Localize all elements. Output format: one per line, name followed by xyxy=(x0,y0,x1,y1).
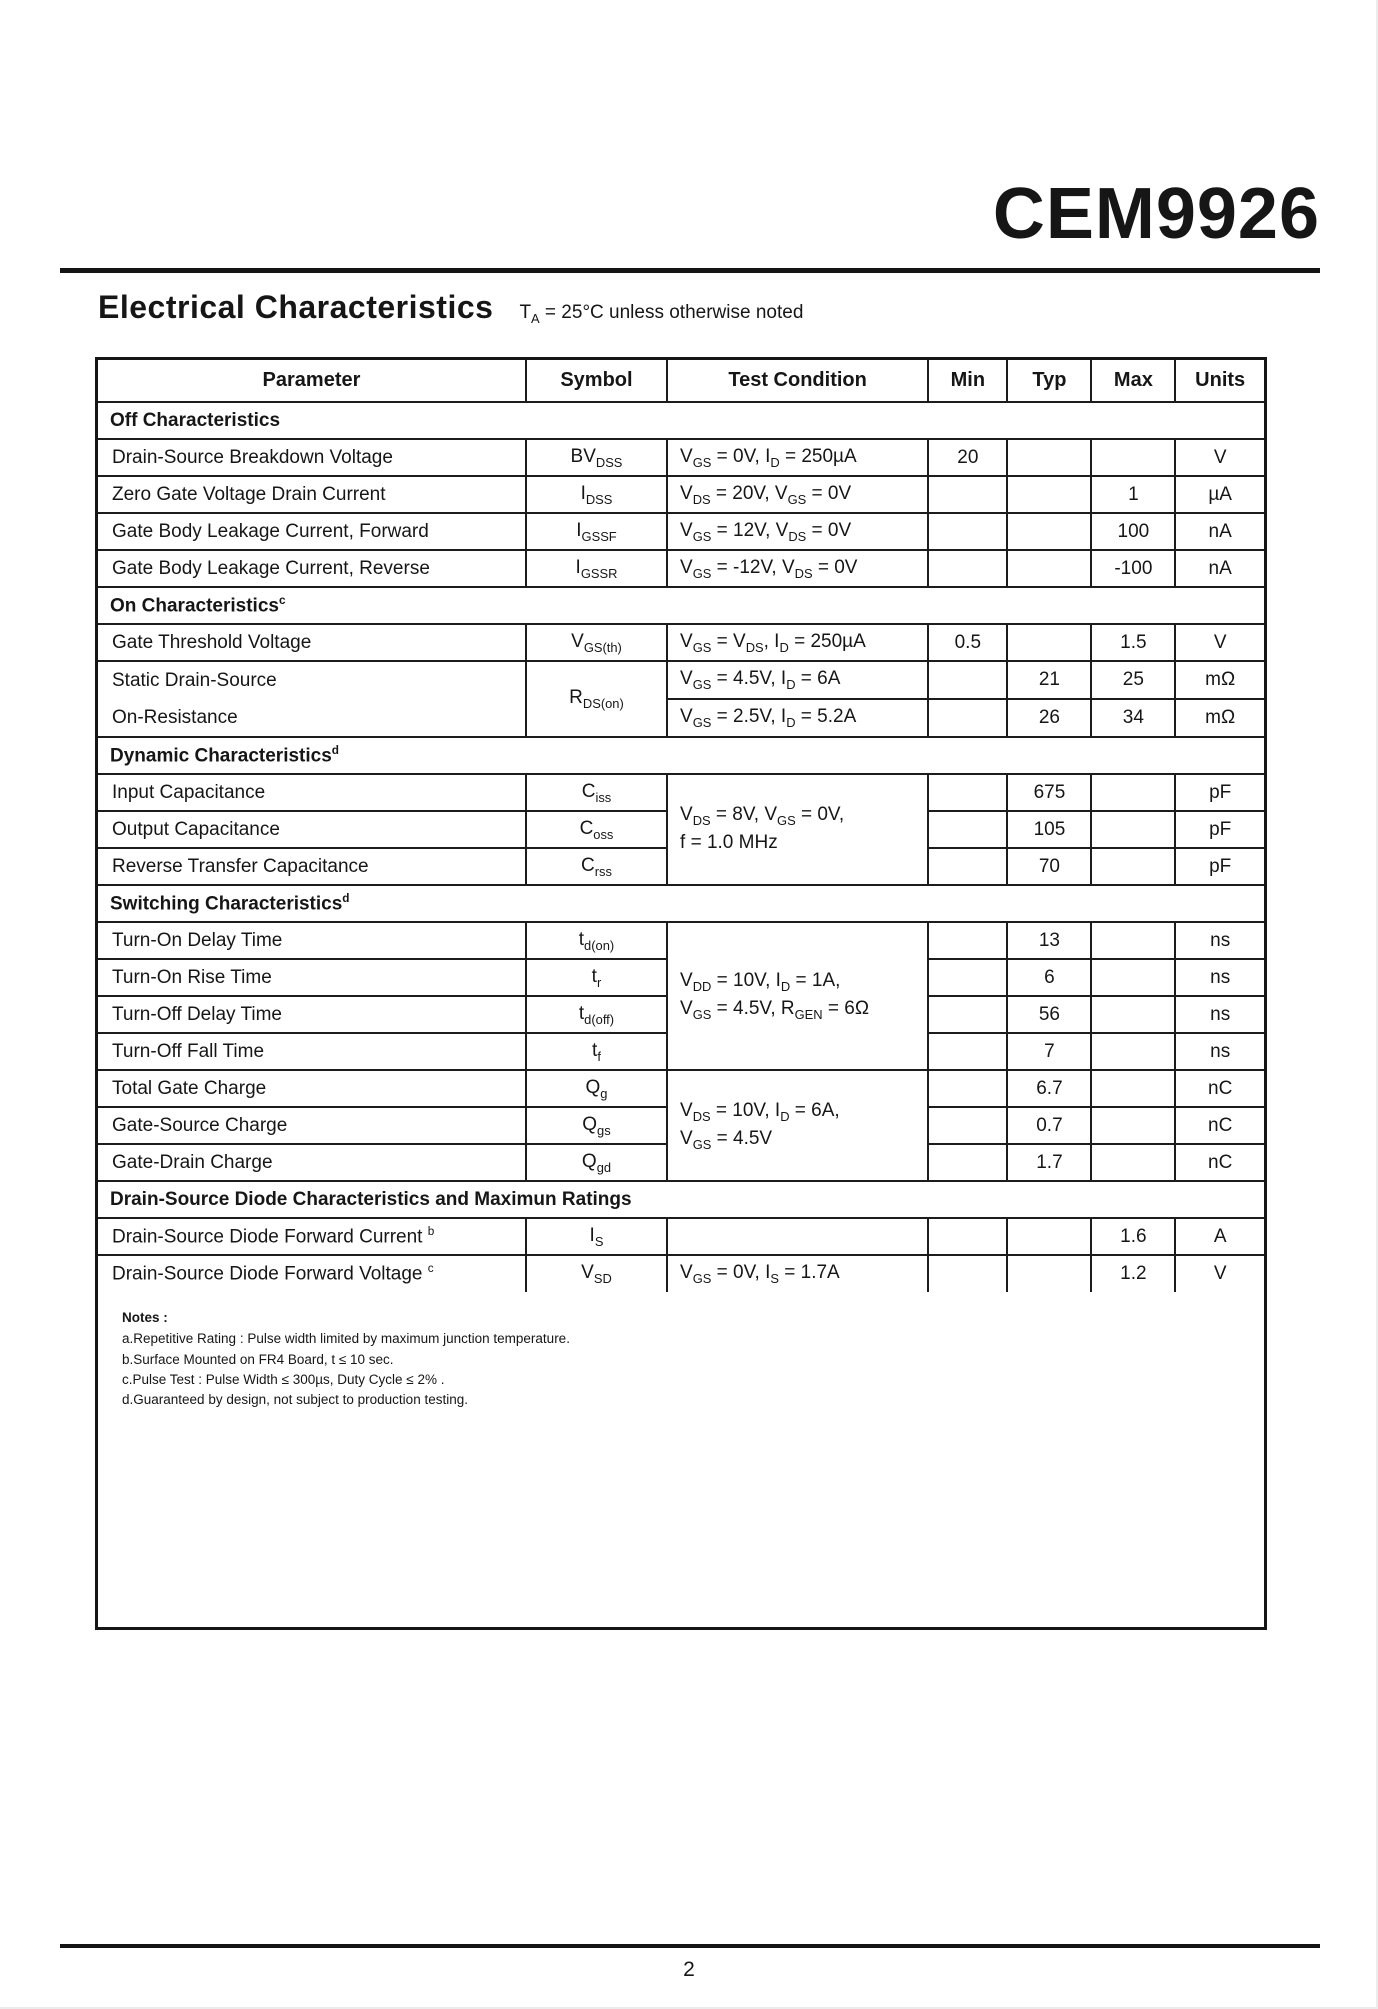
parameter-cell: Drain-Source Diode Forward Current $^b$ xyxy=(98,1218,526,1255)
symbol-cell: $Q_{gd}$ xyxy=(526,1144,667,1181)
spec-row xyxy=(98,624,1264,661)
spec-row xyxy=(98,476,1264,513)
notes-block xyxy=(98,1292,1264,1410)
test-condition-cell: $V_{GS} = V_{DS}$, $I_D = 250\mu A$ xyxy=(667,624,928,661)
parameter-cell: Turn-Off Fall Time xyxy=(98,1033,526,1070)
col-header-typ: Typ xyxy=(1007,360,1091,402)
symbol-cell: $BV_{DSS}$ xyxy=(526,439,667,476)
page-number: 2 xyxy=(683,1958,695,1981)
notes-list xyxy=(122,1329,1244,1410)
min-cell: 0.5 xyxy=(928,624,1007,661)
test-condition-cell: $V_{GS} = 4.5V$, $I_D = 6A$ xyxy=(667,661,928,699)
test-condition-cell: $V_{GS} = 0V$, $I_D = 250\mu A$ xyxy=(667,439,928,476)
max-cell: -100 xyxy=(1091,550,1175,587)
col-header-units: Units xyxy=(1175,360,1264,402)
max-cell xyxy=(1091,1107,1175,1144)
note-line: d.Guaranteed by design, not subject to production testing. xyxy=(122,1392,468,1407)
parameter-line: On-Resistance xyxy=(112,707,238,728)
section-label: Drain-Source Diode Characteristics and Maximun Ratings xyxy=(98,1181,1264,1218)
symbol-cell: $I_S$ xyxy=(526,1218,667,1255)
typ-cell: 7 xyxy=(1007,1033,1091,1070)
min-cell xyxy=(928,1255,1007,1292)
min-cell xyxy=(928,959,1007,996)
parameter-cell: Gate Body Leakage Current, Reverse xyxy=(98,550,526,587)
max-cell: 100 xyxy=(1091,513,1175,550)
max-cell xyxy=(1091,1033,1175,1070)
symbol-cell: $t_r$ xyxy=(526,959,667,996)
units-cell: nA xyxy=(1175,550,1264,587)
section-row xyxy=(98,1181,1264,1218)
typ-cell xyxy=(1007,439,1091,476)
typ-cell: 6 xyxy=(1007,959,1091,996)
units-cell: pF xyxy=(1175,848,1264,885)
parameter-cell: Drain-Source Breakdown Voltage xyxy=(98,439,526,476)
min-cell xyxy=(928,1144,1007,1181)
section-row xyxy=(98,737,1264,774)
typ-cell: 26 xyxy=(1007,699,1091,737)
max-cell: 25 xyxy=(1091,661,1175,699)
symbol-cell: $C_{oss}$ xyxy=(526,811,667,848)
units-cell: pF xyxy=(1175,811,1264,848)
spec-row xyxy=(98,774,1264,811)
note-line: a.Repetitive Rating : Pulse width limited by maximum junction temperature. xyxy=(122,1331,570,1347)
symbol-cell: $I_{DSS}$ xyxy=(526,476,667,513)
parameter-cell xyxy=(98,661,526,737)
units-cell: ns xyxy=(1175,959,1264,996)
units-cell: mΩ xyxy=(1175,661,1264,699)
spec-row xyxy=(98,1218,1264,1255)
col-header-min: Min xyxy=(928,360,1007,402)
section-label: Off Characteristics xyxy=(98,402,1264,439)
typ-cell: 13 xyxy=(1007,922,1091,959)
min-cell: 20 xyxy=(928,439,1007,476)
min-cell xyxy=(928,774,1007,811)
symbol-cell: $R_{DS(on)}$ xyxy=(526,661,667,737)
typ-cell xyxy=(1007,476,1091,513)
symbol-cell: $V_{GS(th)}$ xyxy=(526,624,667,661)
min-cell xyxy=(928,1033,1007,1070)
spec-row xyxy=(98,439,1264,476)
spec-row xyxy=(98,1070,1264,1107)
typ-cell xyxy=(1007,1255,1091,1292)
symbol-cell: $C_{iss}$ xyxy=(526,774,667,811)
max-cell xyxy=(1091,1144,1175,1181)
max-cell xyxy=(1091,996,1175,1033)
symbol-cell: $t_{d(on)}$ xyxy=(526,922,667,959)
conditions-note: $T_A = 25^\circ C$ unless otherwise noted xyxy=(519,302,804,326)
symbol-cell: $C_{rss}$ xyxy=(526,848,667,885)
min-cell xyxy=(928,476,1007,513)
max-cell: 1.2 xyxy=(1091,1255,1175,1292)
max-cell xyxy=(1091,959,1175,996)
units-cell: pF xyxy=(1175,774,1264,811)
typ-cell: 105 xyxy=(1007,811,1091,848)
min-cell xyxy=(928,996,1007,1033)
units-cell: A xyxy=(1175,1218,1264,1255)
symbol-cell: $V_{SD}$ xyxy=(526,1255,667,1292)
parameter-line: Static Drain-Source xyxy=(112,670,277,691)
test-condition-cell: $V_{DS} = 10V$, $I_D = 6A$, $V_{GS} = 4.5V$ xyxy=(667,1070,928,1181)
typ-cell: 0.7 xyxy=(1007,1107,1091,1144)
page-title: Electrical Characteristics xyxy=(98,289,494,325)
col-header-symbol: Symbol xyxy=(526,360,667,402)
units-cell: V xyxy=(1175,439,1264,476)
symbol-cell: $t_f$ xyxy=(526,1033,667,1070)
symbol-cell: $Q_g$ xyxy=(526,1070,667,1107)
min-cell xyxy=(928,811,1007,848)
footer-rule xyxy=(60,1944,1320,1948)
table-body xyxy=(98,402,1264,1292)
units-cell: V xyxy=(1175,624,1264,661)
section-label: Switching Characteristics$^d$ xyxy=(98,885,1264,922)
parameter-cell: Turn-On Delay Time xyxy=(98,922,526,959)
typ-cell: 675 xyxy=(1007,774,1091,811)
max-cell xyxy=(1091,848,1175,885)
spec-row xyxy=(98,661,1264,699)
min-cell xyxy=(928,922,1007,959)
electrical-characteristics-table xyxy=(98,360,1264,1292)
min-cell xyxy=(928,1218,1007,1255)
typ-cell: 56 xyxy=(1007,996,1091,1033)
note-line: b.Surface Mounted on FR4 Board, t ≤ 10 sec. xyxy=(122,1351,394,1367)
symbol-cell: $t_{d(off)}$ xyxy=(526,996,667,1033)
notes-title: Notes : xyxy=(122,1310,168,1325)
parameter-cell: Turn-Off Delay Time xyxy=(98,996,526,1033)
section-heading xyxy=(98,289,803,326)
col-header-max: Max xyxy=(1091,360,1175,402)
symbol-cell: $I_{GSSF}$ xyxy=(526,513,667,550)
max-cell xyxy=(1091,439,1175,476)
max-cell xyxy=(1091,1070,1175,1107)
section-row xyxy=(98,587,1264,624)
spec-row xyxy=(98,922,1264,959)
typ-cell: 1.7 xyxy=(1007,1144,1091,1181)
min-cell xyxy=(928,513,1007,550)
col-header-test-condition: Test Condition xyxy=(667,360,928,402)
max-cell: 1.5 xyxy=(1091,624,1175,661)
test-condition-cell: $V_{DS} = 20V$, $V_{GS} = 0V$ xyxy=(667,476,928,513)
min-cell xyxy=(928,699,1007,737)
max-cell xyxy=(1091,922,1175,959)
section-label: On Characteristics$^c$ xyxy=(98,587,1264,624)
max-cell xyxy=(1091,774,1175,811)
max-cell xyxy=(1091,811,1175,848)
test-condition-cell: $V_{GS} = 12V$, $V_{DS} = 0V$ xyxy=(667,513,928,550)
units-cell: nC xyxy=(1175,1070,1264,1107)
units-cell: ns xyxy=(1175,1033,1264,1070)
test-condition-cell: $V_{GS} = -12V$, $V_{DS} = 0V$ xyxy=(667,550,928,587)
units-cell: mΩ xyxy=(1175,699,1264,737)
col-header-parameter: Parameter xyxy=(98,360,526,402)
test-condition-cell: $V_{GS} = 2.5V$, $I_D = 5.2A$ xyxy=(667,699,928,737)
parameter-cell: Input Capacitance xyxy=(98,774,526,811)
units-cell: nA xyxy=(1175,513,1264,550)
parameter-cell: Zero Gate Voltage Drain Current xyxy=(98,476,526,513)
spec-table-box xyxy=(95,357,1267,1630)
typ-cell xyxy=(1007,624,1091,661)
typ-cell xyxy=(1007,513,1091,550)
parameter-cell: Gate-Drain Charge xyxy=(98,1144,526,1181)
typ-cell: 70 xyxy=(1007,848,1091,885)
note-line: c.Pulse Test : Pulse Width ≤ 300µs, Duty Cycle ≤ 2% . xyxy=(122,1371,445,1387)
spec-row xyxy=(98,550,1264,587)
units-cell: nC xyxy=(1175,1144,1264,1181)
units-cell: ns xyxy=(1175,922,1264,959)
typ-cell xyxy=(1007,550,1091,587)
min-cell xyxy=(928,550,1007,587)
section-label: Dynamic Characteristics$^d$ xyxy=(98,737,1264,774)
min-cell xyxy=(928,1070,1007,1107)
typ-cell xyxy=(1007,1218,1091,1255)
test-condition-cell: $V_{GS} = 0V$, $I_S = 1.7A$ xyxy=(667,1255,928,1292)
spec-row xyxy=(98,1255,1264,1292)
parameter-cell: Drain-Source Diode Forward Voltage $^c$ xyxy=(98,1255,526,1292)
parameter-cell: Gate-Source Charge xyxy=(98,1107,526,1144)
test-condition-cell: $V_{DD} = 10V$, $I_D = 1A$, $V_{GS} = 4.5V$, $R_{GEN} = 6\Omega$ xyxy=(667,922,928,1070)
units-cell: ns xyxy=(1175,996,1264,1033)
symbol-cell: $I_{GSSR}$ xyxy=(526,550,667,587)
section-row xyxy=(98,885,1264,922)
min-cell xyxy=(928,661,1007,699)
spec-row xyxy=(98,513,1264,550)
symbol-cell: $Q_{gs}$ xyxy=(526,1107,667,1144)
max-cell: 1 xyxy=(1091,476,1175,513)
parameter-cell: Output Capacitance xyxy=(98,811,526,848)
header-rule xyxy=(60,268,1320,273)
min-cell xyxy=(928,1107,1007,1144)
units-cell: µA xyxy=(1175,476,1264,513)
parameter-cell: Gate Threshold Voltage xyxy=(98,624,526,661)
parameter-cell: Gate Body Leakage Current, Forward xyxy=(98,513,526,550)
units-cell: nC xyxy=(1175,1107,1264,1144)
typ-cell: 6.7 xyxy=(1007,1070,1091,1107)
parameter-cell: Total Gate Charge xyxy=(98,1070,526,1107)
section-row xyxy=(98,402,1264,439)
table-header-row xyxy=(98,360,1264,402)
min-cell xyxy=(928,848,1007,885)
parameter-cell: Turn-On Rise Time xyxy=(98,959,526,996)
typ-cell: 21 xyxy=(1007,661,1091,699)
test-condition-cell xyxy=(667,1218,928,1255)
max-cell: 34 xyxy=(1091,699,1175,737)
units-cell: V xyxy=(1175,1255,1264,1292)
max-cell: 1.6 xyxy=(1091,1218,1175,1255)
parameter-cell: Reverse Transfer Capacitance xyxy=(98,848,526,885)
test-condition-cell: $V_{DS} = 8V$, $V_{GS} = 0V$, f = 1.0 MHz xyxy=(667,774,928,885)
part-number: CEM9926 xyxy=(992,174,1320,254)
